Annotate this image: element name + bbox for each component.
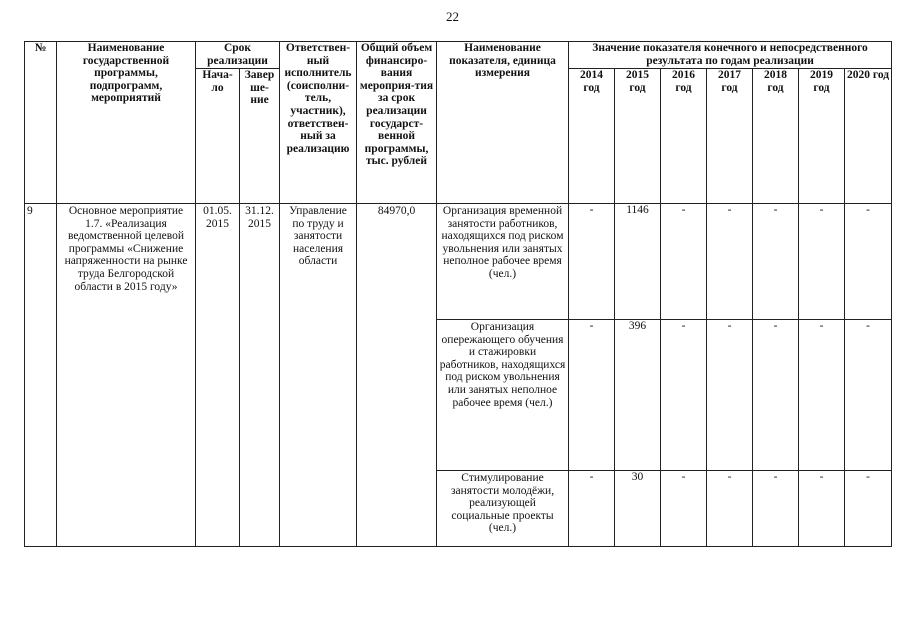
header-end: Завер ше-ние bbox=[240, 69, 280, 204]
indicator-value: - bbox=[569, 320, 615, 471]
header-values: Значение показателя конечного и непосредственного результата по годам реализации bbox=[569, 42, 892, 69]
indicator-name: Стимулирование занятости молодёжи, реализующей социальные проекты (чел.) bbox=[437, 471, 569, 547]
indicator-value: - bbox=[707, 204, 753, 320]
indicator-value: - bbox=[799, 204, 845, 320]
indicator-value: - bbox=[661, 204, 707, 320]
indicator-value: - bbox=[753, 320, 799, 471]
indicators-table bbox=[24, 41, 892, 547]
row-end: 31.12. 2015 bbox=[240, 204, 280, 547]
page-number: 22 bbox=[446, 9, 459, 24]
indicator-name: Организация опережающего обучения и стажировки работников, находящихся под риском увольнения или занятых неполное рабочее время (чел.) bbox=[437, 320, 569, 471]
indicator-value: - bbox=[661, 320, 707, 471]
indicator-value: - bbox=[707, 320, 753, 471]
indicator-name: Организация временной занятости работников, находящихся под риском увольнения или занятых неполное рабочее время (чел.) bbox=[437, 204, 569, 320]
header-year: 2017 год bbox=[707, 69, 753, 204]
header-term: Срок реализации bbox=[196, 42, 280, 69]
row-number: 9 bbox=[25, 204, 57, 547]
indicator-value: 30 bbox=[615, 471, 661, 547]
header-row-1 bbox=[25, 42, 892, 69]
indicator-value: - bbox=[799, 471, 845, 547]
header-year: 2018 год bbox=[753, 69, 799, 204]
row-program-name: Основное мероприятие 1.7. «Реализация ведомственной целевой программы «Снижение напряженности на рынке труда Белгородской области в 2015 году» bbox=[57, 204, 196, 547]
indicator-value: - bbox=[753, 204, 799, 320]
header-year: 2020 год bbox=[845, 69, 892, 204]
indicator-value: - bbox=[753, 471, 799, 547]
header-start: Нача-ло bbox=[196, 69, 240, 204]
header-year: 2016 год bbox=[661, 69, 707, 204]
indicator-value: - bbox=[845, 471, 892, 547]
row-executor: Управление по труду и занятости населения области bbox=[280, 204, 357, 547]
header-executor: Ответствен-ный исполнитель (соисполни-тель, участник), ответствен-ный за реализацию bbox=[280, 42, 357, 204]
indicator-value: - bbox=[845, 320, 892, 471]
header-program-name: Наименование государственной программы, подпрограмм, мероприятий bbox=[57, 42, 196, 204]
indicator-value: - bbox=[799, 320, 845, 471]
indicator-value: 1146 bbox=[615, 204, 661, 320]
indicator-value: 396 bbox=[615, 320, 661, 471]
row-start: 01.05. 2015 bbox=[196, 204, 240, 547]
indicator-value: - bbox=[661, 471, 707, 547]
header-indicator: Наименование показателя, единица измерения bbox=[437, 42, 569, 204]
row-finance: 84970,0 bbox=[357, 204, 437, 547]
indicator-value: - bbox=[707, 471, 753, 547]
header-year: 2019 год bbox=[799, 69, 845, 204]
indicator-value: - bbox=[845, 204, 892, 320]
header-finance: Общий объем финансиро-вания мероприя-тия за срок реализации государст-венной программы, тыс. рублей bbox=[357, 42, 437, 204]
table-row bbox=[25, 204, 892, 320]
indicator-value: - bbox=[569, 471, 615, 547]
header-year: 2014 год bbox=[569, 69, 615, 204]
header-year: 2015 год bbox=[615, 69, 661, 204]
indicator-value: - bbox=[569, 204, 615, 320]
header-number: № bbox=[25, 42, 57, 204]
